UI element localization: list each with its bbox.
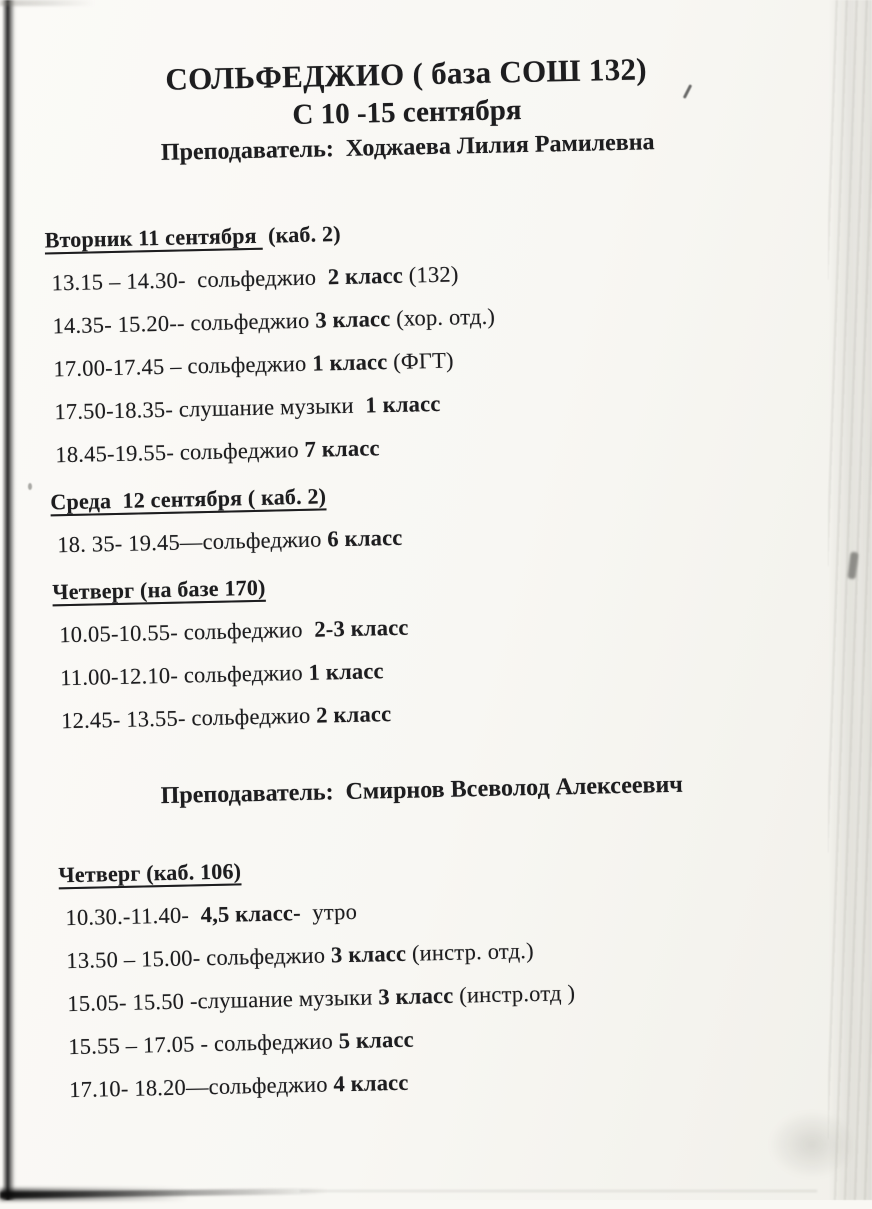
- lesson-class-label: 4 класс: [333, 1069, 409, 1097]
- section-header-text: Четверг (каб. 106): [58, 858, 242, 888]
- document-date-range: С 10 -15 сентября: [292, 94, 522, 132]
- lesson-time-text: 17.50-18.35- слушание музыки: [54, 392, 366, 425]
- section-header: [48, 471, 782, 517]
- lesson-time-text: 13.15 – 14.30- сольфеджио: [51, 264, 329, 296]
- schedule-row: [46, 381, 780, 427]
- lesson-time-text: 17.00-17.45 – сольфеджио: [53, 350, 313, 382]
- teacher-label: Преподаватель:: [160, 779, 334, 810]
- schedule-section: [50, 561, 787, 736]
- lesson-class-label: 5 класс: [338, 1026, 415, 1054]
- schedule-row: [51, 604, 785, 650]
- schedule-block-smirnov: [56, 844, 795, 1105]
- lesson-time-text: 10.30.-11.40-: [65, 902, 201, 931]
- lesson-time-text: 10.05-10.55- сольфеджио: [59, 616, 315, 648]
- document-title: СОЛЬФЕДЖИО ( база СОШ 132): [165, 51, 648, 97]
- lesson-time-text: 15.05- 15.50 -слушание музыки: [67, 984, 379, 1017]
- section-header: [56, 844, 790, 890]
- schedule-row: [60, 1016, 794, 1062]
- schedule-section: [56, 844, 795, 1105]
- lesson-time-text: (132): [402, 261, 459, 288]
- lesson-class-label: 3 класс: [330, 940, 407, 968]
- teacher-line-2: [55, 766, 790, 814]
- lesson-class-label: 1 класс: [308, 658, 384, 685]
- schedule-row: [49, 514, 783, 560]
- schedule-row: [59, 973, 793, 1019]
- lesson-time-text: 12.45- 13.55- сольфеджио: [60, 702, 317, 734]
- schedule-row: [52, 647, 786, 693]
- teacher-label: Преподаватель:: [160, 136, 335, 166]
- lesson-class-label: 4,5 класс-: [200, 900, 302, 928]
- schedule-row: [53, 690, 787, 736]
- lesson-time-text: 11.00-12.10- сольфеджио: [59, 659, 309, 691]
- scan-smudge-top-left: [0, 0, 95, 6]
- scan-edge-shadow-left: [2, 0, 17, 1200]
- teacher-name: Смирнов Всеволод Алексеевич: [345, 771, 684, 806]
- lesson-time-text: (хор. отд.): [390, 303, 496, 331]
- scan-smudge-bottom-right: [752, 1097, 872, 1192]
- lesson-time-text: 15.55 – 17.05 - сольфеджио: [68, 1028, 339, 1060]
- teacher-name: Ходжаева Лилия Рамилевна: [345, 129, 655, 162]
- lesson-class-label: 2 класс: [315, 701, 392, 728]
- lesson-class-label: 7 класс: [304, 435, 380, 462]
- section-header-text: Четверг (на базе 170): [52, 574, 266, 605]
- schedule-row: [57, 887, 791, 933]
- schedule-section: [48, 471, 783, 560]
- section-header-text: (каб. 2): [262, 221, 341, 248]
- section-header-text: Среда 12 сентября ( каб. 2): [50, 483, 327, 515]
- section-header-text: Вторник 11 сентября: [44, 222, 263, 253]
- schedule-block-hodzhaeva: [42, 210, 787, 737]
- lesson-time-text: 13.50 – 15.00- сольфеджио: [66, 942, 332, 974]
- lesson-class-label: 6 класс: [327, 524, 403, 552]
- schedule-section: [42, 210, 781, 471]
- scan-speck: [28, 483, 32, 490]
- lesson-time-text: 18.45-19.55- сольфеджио: [55, 436, 305, 468]
- scan-streaks-right: [828, 0, 872, 1200]
- schedule-row: [44, 295, 778, 341]
- lesson-time-text: (инстр. отд.): [405, 937, 534, 966]
- schedule-row: [47, 424, 781, 470]
- lesson-time-text: 17.10- 18.20—сольфеджио: [68, 1071, 334, 1103]
- lesson-class-label: 1 класс: [312, 349, 388, 376]
- lesson-time-text: утро: [300, 898, 358, 926]
- lesson-class-label: 1 класс: [365, 390, 441, 418]
- scan-corner-shadow-bottom-left: [0, 1189, 210, 1200]
- lesson-class-label: 3 класс: [378, 982, 454, 1010]
- scan-bottom-hairline: [300, 1190, 817, 1192]
- schedule-row: [61, 1059, 795, 1105]
- section-header: [50, 561, 784, 607]
- schedule-row: [58, 930, 792, 976]
- lesson-time-text: 14.35- 15.20-- сольфеджио: [52, 307, 316, 339]
- lesson-class-label: 2-3 класс: [314, 614, 409, 642]
- lesson-class-label: 2 класс: [327, 262, 404, 290]
- schedule-row: [45, 338, 779, 384]
- lesson-time-text: (ФГТ): [387, 347, 454, 375]
- lesson-class-label: 3 класс: [315, 305, 391, 333]
- lesson-time-text: (инстр.отд ): [453, 980, 576, 1008]
- schedule-row: [43, 253, 777, 299]
- lesson-time-text: 18. 35- 19.45—сольфеджио: [57, 526, 328, 558]
- section-header: [42, 210, 776, 256]
